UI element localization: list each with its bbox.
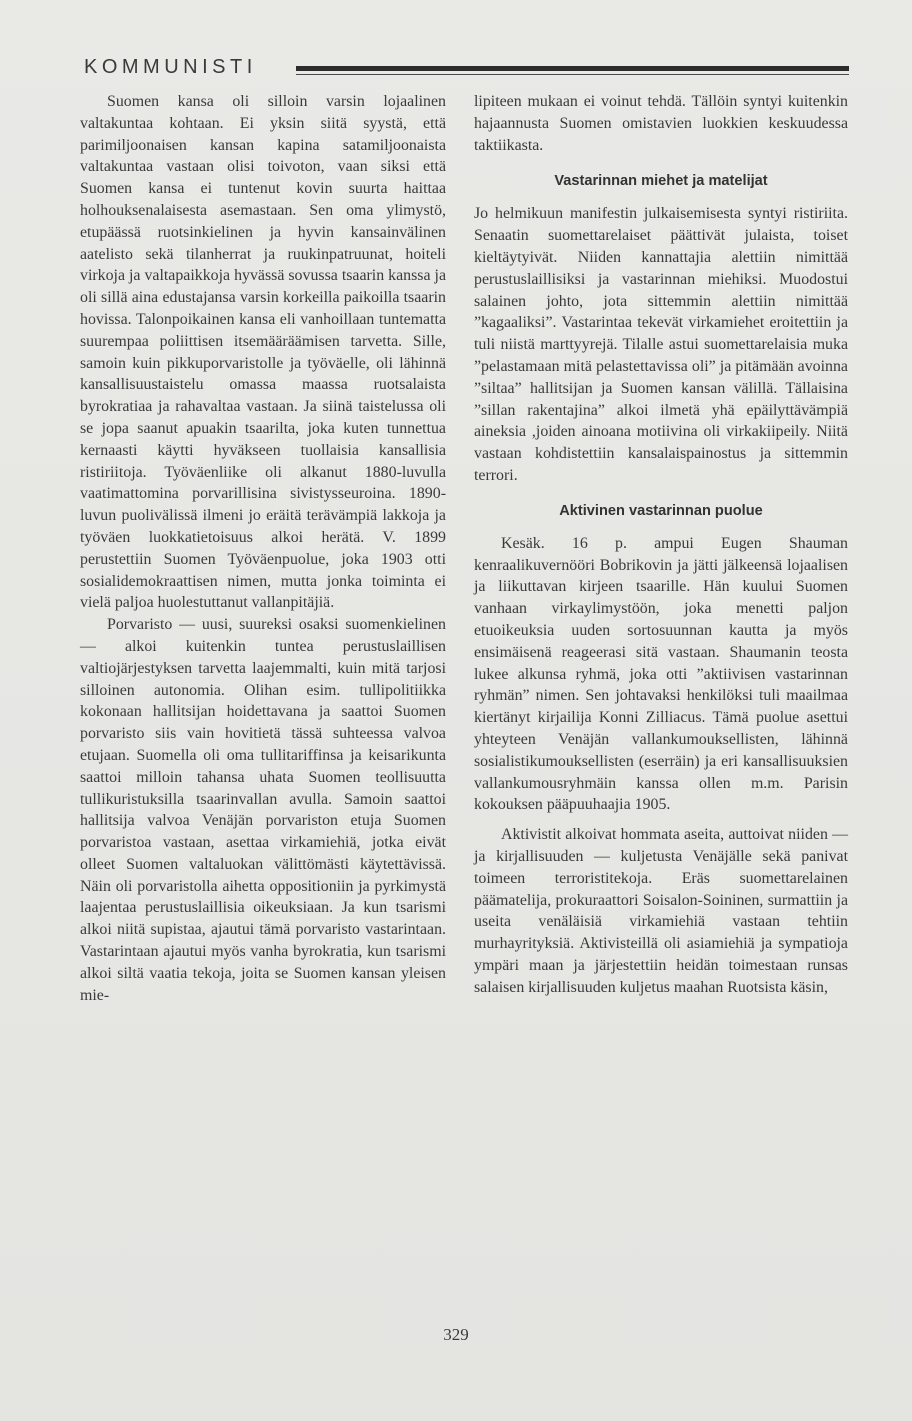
- header-rule-thin: [296, 74, 849, 75]
- left-column: [80, 91, 446, 1006]
- body-paragraph: Suomen kansa oli silloin varsin lojaalinen valtakuntaa kohtaan. Ei yksin siitä syystä, että parimiljoonaisen kansan kapina satamiljoonaista valtakuntaa vastaan olisi toivoton, vaan siksi että Suomen kansa ei tuntenut kovin suurta haittaa holhouksenalaisesta asemastaan. Sen oma ylimystö, etupäässä ruotsinkielinen ja hyvin kansainvälinen aatelisto sekä tilanherrat ja ruukinpatruunat, hoiteli virkoja ja valtapaikkoja hyvässä sovussa tsaarin kanssa ja oli sillä aina edustajansa varsin korkeilla paikoilla tsaarin hovissa. Talonpoikainen kansa eli vanhoillaan tuntematta suurempaa poliittisen itsemääräämisen tarvetta. Sille, samoin kuin pikkuporvaristolle ja työväelle, oli lähinnä kansallisuustaistelu omassa maassa ruotsalaista byrokratiaa ja rahavaltaa vastaan. Ja siinä taistelussa oli se jopa saanut apuakin tsaarilta, joka kuten tunnettua kernaasti käytti hyväkseen tuollaisia kansallisia ristiriitoja. Työväenliike oli alkanut 1880-luvulla vaatimattomina porvarillisina sivistysseuroina. 1890-luvun puolivälissä ilmeni jo eräitä terävämpiä lakkoja ja työväen luokkatietoisuus alkoi herätä. V. 1899 perustettiin Suomen Työväenpuolue, joka 1903 otti sosialidemokraattisen nimen, mutta jonka toiminta ei vielä paljoa huolestuttanut vallanpitäjiä.: [80, 93, 446, 612]
- page-number: 329: [443, 1325, 469, 1344]
- right-column: [474, 91, 848, 998]
- body-paragraph: Kesäk. 16 p. ampui Eugen Shauman kenraalikuvernööri Bobrikovin ja jätti jälkeensä lojaalisen ja liikuttavan kirjeen tsaarille. Hän kuului Suomen vanhaan virkaylimystöön, joka menetti paljon etuoikeuksia uuden sortosuunnan kautta ja myös ensimäisenä reageerasi sitä vastaan. Shaumanin teosta lukee alkunsa ryhmä, joka otti ”aktiivisen vastarinnan ryhmän” nimen. Sen johtavaksi henkilöksi tuli maailmaa kiertänyt kirjailija Konni Zilliacus. Tämä puolue asettui yhteyteen Venäjän vallankumouksellisten, lähinnä sosialistikumouksellisten (eserräin) ja eri kansallisuuksien vallankumousryhmäin kanssa ollen m.m. Parisin kokouksen pääpuuhaajia 1905.: [474, 534, 848, 814]
- body-paragraph: Jo helmikuun manifestin julkaisemisesta syntyi ristiriita. Senaatin suomettarelaiset päättivät julaista, toiset kieltäytyivät. Niiden kannattajia alettiin nimittää perustuslaillisiksi ja vastarinnan miehiksi. Muodostui salainen johto, jota sittemmin alettiin nimittää ”kagaaliksi”. Vastarintaa tekevät virkamiehet eroitettiin ja tuli niistä marttyyrejä. Tilalle astui suomettarelaisia muka ”pelastamaan mitä pelastettavissa oli” ja pitämään avoinna ”siltaa” hallitsijan ja Suomen kansan välillä. Tällaisina ”sillan rakentajina” alkoi ilmetä yhä epäilyttävämpiä aineksia ,joiden ainoana motiivina oli virkakiipeily. Niitä vastaan kohdistettiin kansalaispainostus ja sittemmin terrori.: [474, 205, 848, 484]
- body-paragraph: Porvaristo — uusi, suureksi osaksi suomenkielinen — alkoi kuitenkin tuntea perustuslaillisen valtiojärjestyksen tarvetta laajemmalti, kuin mitä tarjosi silloinen autonomia. Olihan esim. tullipolitiikka kokonaan hallitsijan hoidettavana ja saattoi Suomen porvaristo siis vain hovitietä tässä suhteessa valvoa etujaan. Suomella oli oma tullitariffinsa ja keisarikunta saattoi milloin tahansa uhata Suomen teollisuutta tullikuristuksilla tsaarinvallan avulla. Samoin saattoi hallitsija valvoa Venäjän porvariston etuja Suomen porvaristoa vastaan, asettaa virkamiehiä, jotka eivät olleet Suomen valtaluokan välittömästi käytettävissä. Näin oli porvaristolla aihetta oppositioniin ja pyrkimystä laajentaa perustuslaillisia oikeuksiaan. Ja kun tsarismi alkoi niitä supistaa, ajautui tämä porvaristo vastarintaan. Vastarintaan ajautui myös vanha byrokratia, kun tsarismi alkoi siltä vaatia tekoja, joita se Suomen kansan yleisen mie-: [80, 616, 446, 1004]
- publication-title: KOMMUNISTI: [84, 56, 257, 78]
- section-heading: Aktivinen vastarinnan puolue: [559, 502, 763, 519]
- header-rule: [296, 66, 849, 71]
- section-heading: Vastarinnan miehet ja matelijat: [554, 173, 768, 190]
- running-header: [84, 54, 864, 90]
- body-paragraph: Aktivistit alkoivat hommata aseita, auttoivat niiden — ja kirjallisuuden — kuljetusta Venäjälle sekä panivat toimeen terroristitekoja. Eräs suomettarelainen päämatelija, prokuraattori Soisalon-Soininen, surmattiin ja useita venäläisiä virkamiehiä vastaan tehtiin murhayrityksiä. Aktivisteillä oli asiamiehiä ja sympatioja ympäri maan ja järjestettiin heidän toimestaan runsas salaisen kirjallisuuden kuljetus maahan Ruotsista käsin,: [474, 826, 848, 996]
- continued-paragraph: lipiteen mukaan ei voinut tehdä. Tällöin syntyi kuitenkin hajaannusta Suomen omistavien luokkien keskuudessa taktiikasta.: [474, 93, 848, 154]
